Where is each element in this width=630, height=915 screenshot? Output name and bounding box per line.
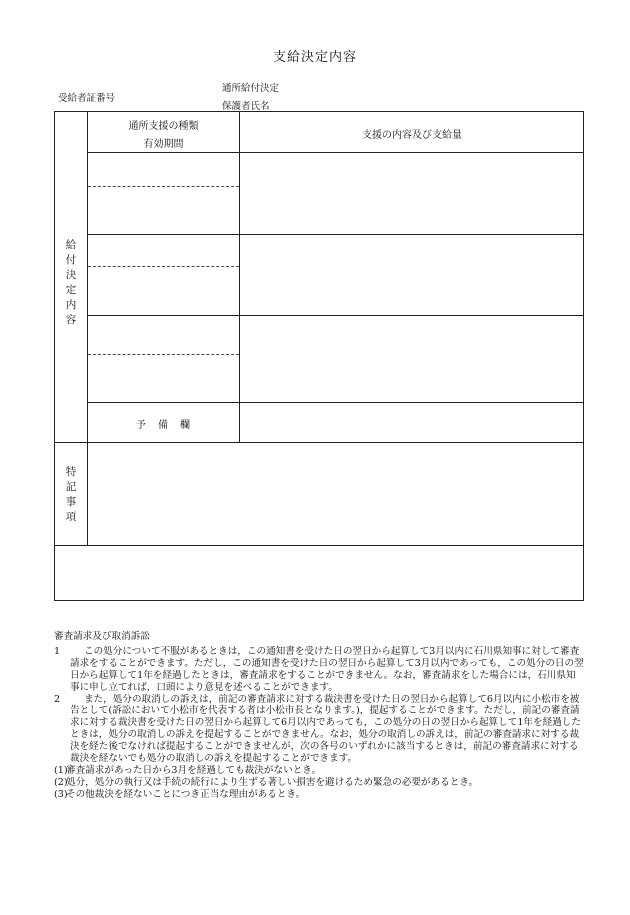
section-divider xyxy=(55,545,584,546)
row-divider xyxy=(87,315,584,316)
recipient-id-label: 受給者証番号 xyxy=(58,93,116,104)
note-item-number: (2) xyxy=(54,776,68,788)
note-item-text: 審査請求があった日から3月を経過しても裁決がないとき。 xyxy=(66,764,322,776)
period-divider xyxy=(88,186,239,187)
period-divider xyxy=(88,354,239,355)
guardian-label: 保護者氏名 xyxy=(222,101,270,112)
content-column-divider xyxy=(239,112,240,442)
note-item-text: その他裁決を経ないことにつき正当な理由があるとき。 xyxy=(66,788,306,800)
note-item xyxy=(54,777,584,789)
decision-table xyxy=(54,111,584,601)
header-row-divider xyxy=(87,152,584,153)
note-paragraph-2 xyxy=(54,694,584,765)
note-item xyxy=(54,789,584,801)
reserve-label: 予 備 欄 xyxy=(136,420,191,431)
side-label-remarks: 特記事項 xyxy=(65,466,77,523)
note-paragraph-1 xyxy=(54,646,584,694)
period-divider xyxy=(88,266,239,267)
col-type-header: 通所支援の種類 xyxy=(128,121,199,132)
side-label-decision: 給付決定内容 xyxy=(65,239,77,326)
col-content-header: 支援の内容及び支給量 xyxy=(362,130,462,141)
col-period-header: 有効期間 xyxy=(143,139,184,150)
notes-heading: 審査請求及び取消訴訟 xyxy=(54,631,150,642)
side-column-divider xyxy=(87,112,88,545)
note-item xyxy=(54,765,584,777)
note-item-text: 処分，処分の執行又は手続の続行により生ずる著しい損害を避けるため緊急の必要があるとき。 xyxy=(66,776,479,788)
note-text: また，処分の取消しの訴えは，前記の審査請求に対する裁決書を受けた日の翌日から起算して6月以内に小松市を被告として(訴訟において小松市を代表する者は小松市長となります。)，提起することができます。ただし，前記の審査請求に対する裁決書を受けた日の翌日から起算して6月以内であっても，この処分の日の翌日から起算して1年を経過したときは，処分の取消しの訴えを提起することができません。なお，処分の取消しの訴えは，前記の審査請求に対する裁決を経た後でなければ提起することができませんが，次の各号のいずれかに該当するときは，前記の審査請求に対する裁決を経ないでも処分の取消しの訴えを提起することができます。 xyxy=(70,693,581,765)
section-divider xyxy=(55,442,584,443)
note-item-number: (3) xyxy=(54,788,68,800)
row-divider xyxy=(87,234,584,235)
appeal-notes xyxy=(54,631,584,801)
page-title: 支給決定内容 xyxy=(272,50,357,65)
decision-label: 通所給付決定 xyxy=(222,83,280,94)
note-item-number: (1) xyxy=(54,764,68,776)
note-text: この処分について不服があるときは，この通知書を受けた日の翌日から起算して3月以内に石川県知事に対して審査請求をすることができます。ただし，この通知書を受けた日の翌日から起算して3月以内であっても，この処分の日の翌日から起算して1年を経過したときは，審査請求をすることができません。なお，審査請求をした場合には，石川県知事に申し立てれば，口頭により意見を述べることができます。 xyxy=(70,645,584,693)
note-number: 2 xyxy=(54,693,61,705)
row-divider xyxy=(87,402,584,403)
note-number: 1 xyxy=(54,645,61,657)
